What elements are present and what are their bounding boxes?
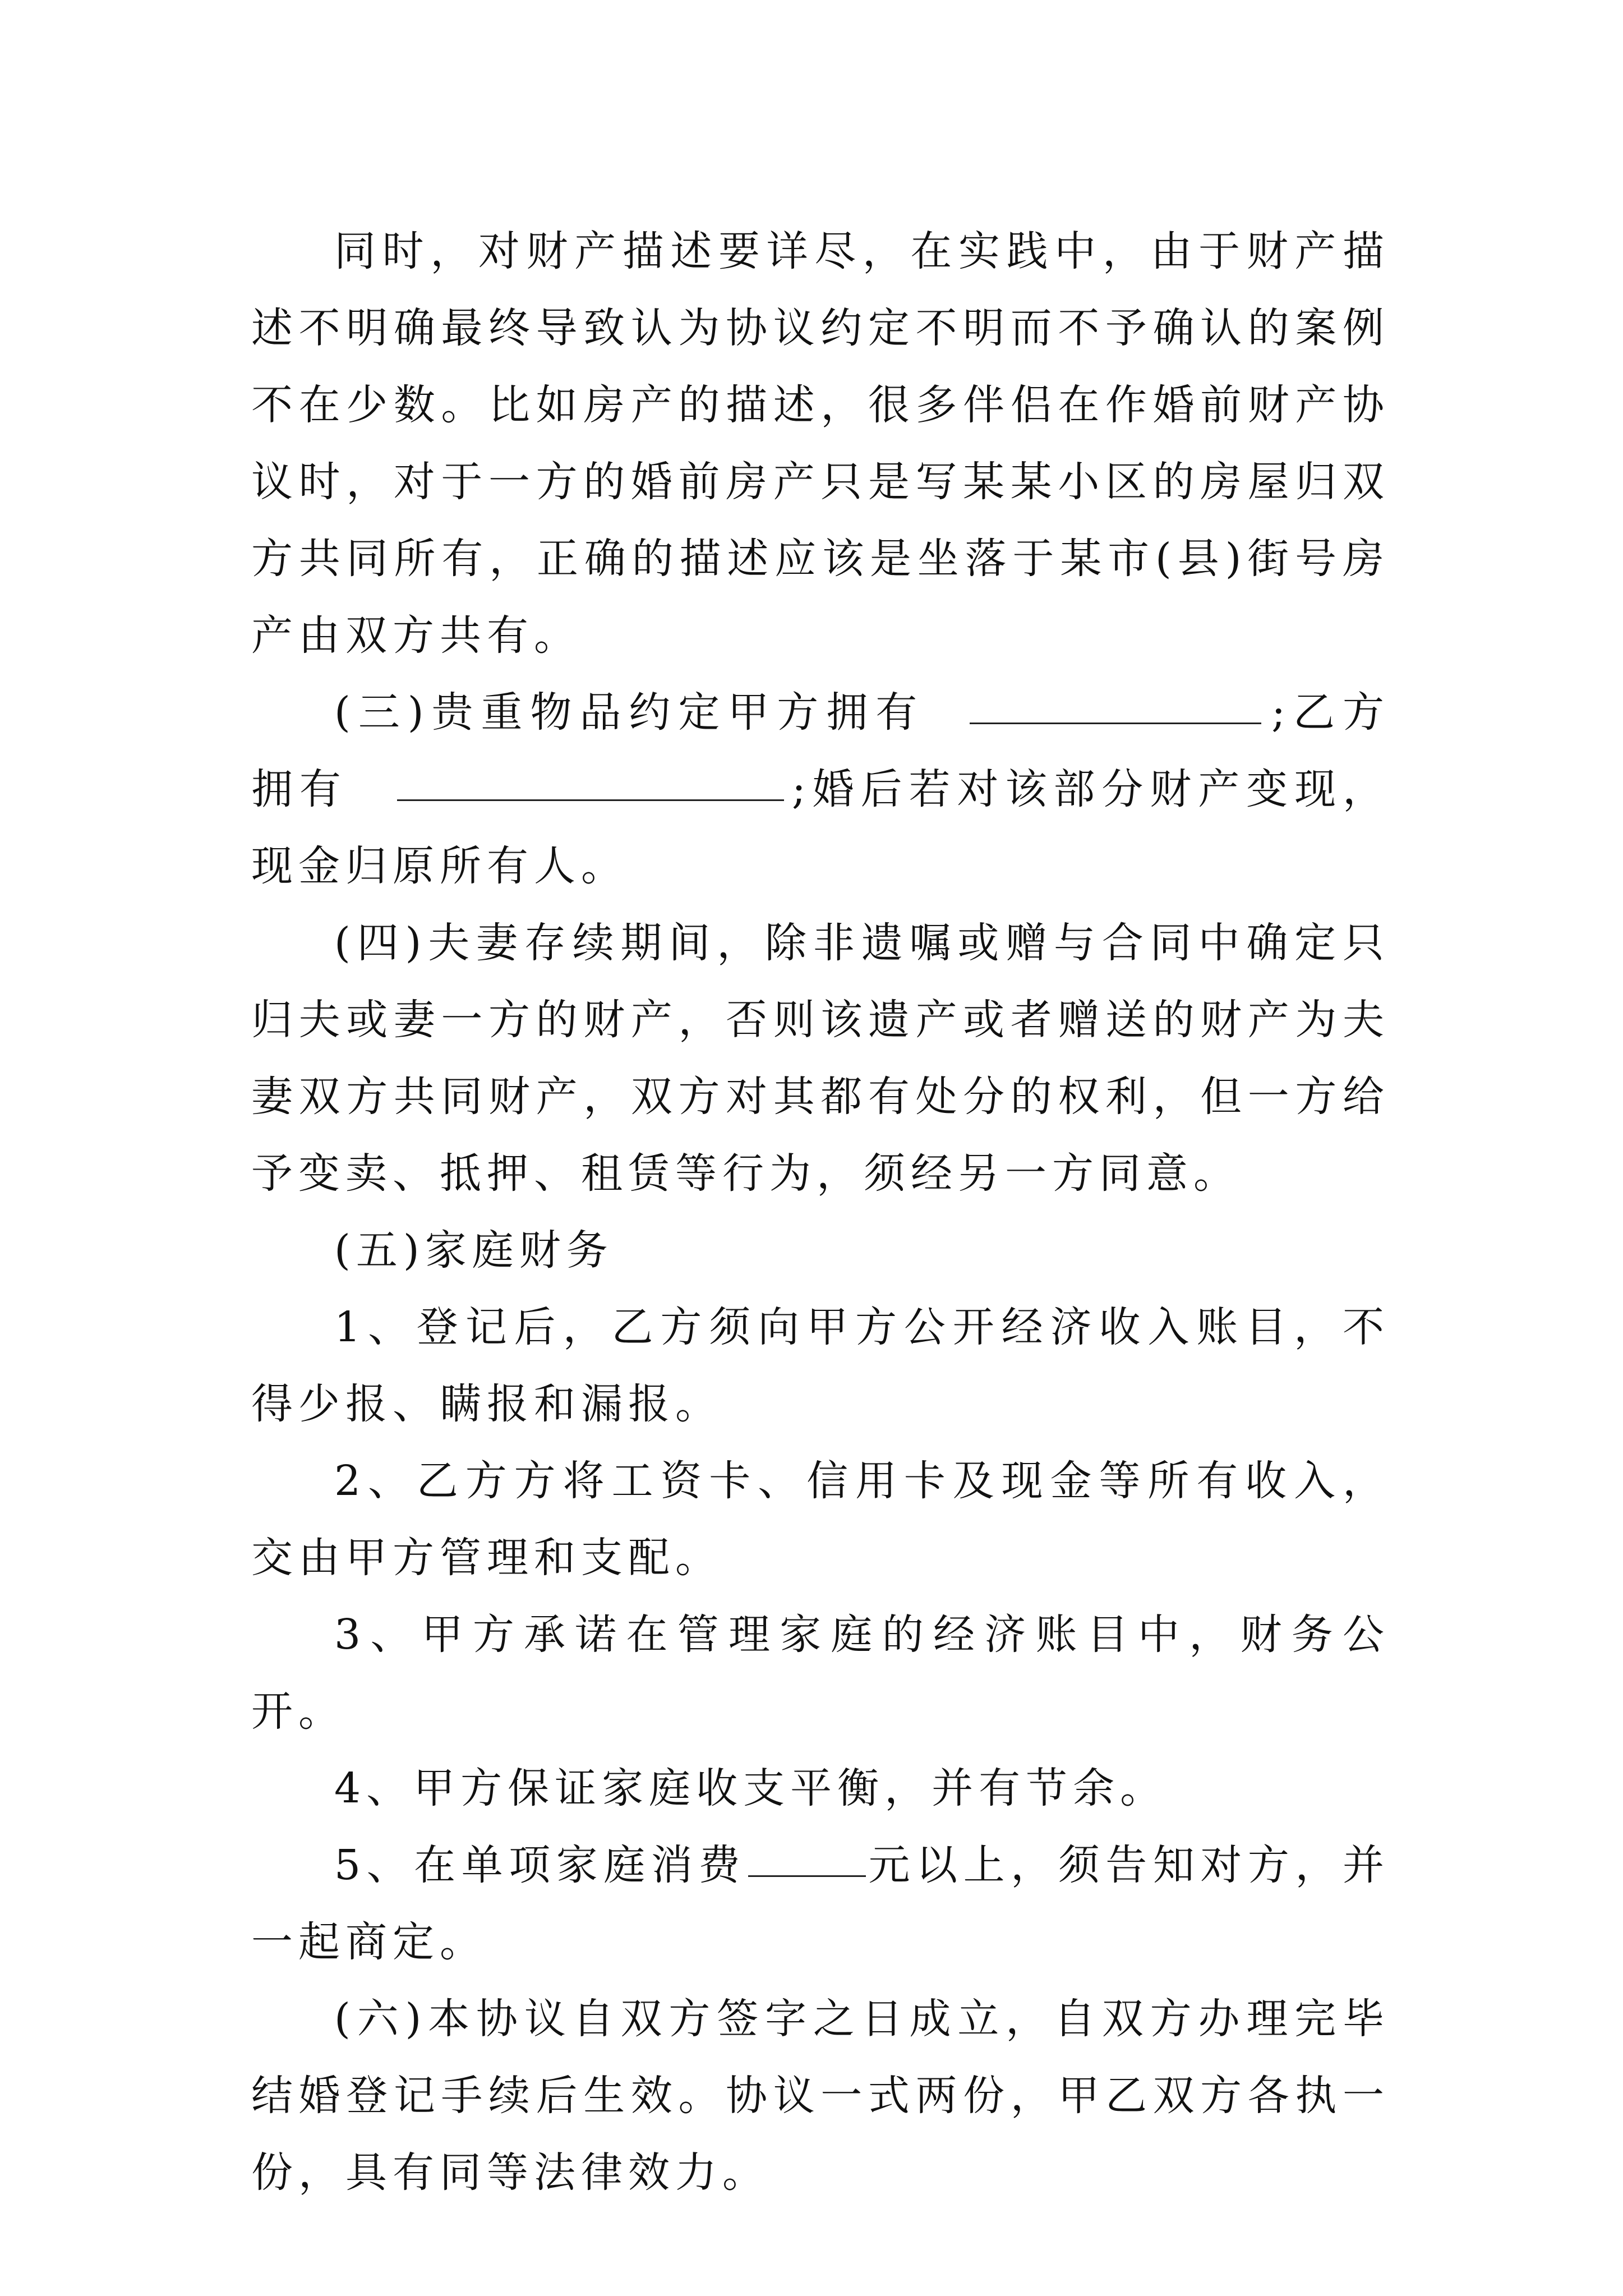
section-heading-family-finance: (五)家庭财务 bbox=[334, 1226, 614, 1274]
blank-line-party-b bbox=[397, 758, 784, 801]
list-item-5-text-b: 元以上，须告知对方，并一起商定。 bbox=[251, 1841, 1390, 1966]
blank-line-party-a bbox=[970, 681, 1261, 724]
valuables-party-b-text: ;乙方拥有 bbox=[251, 688, 1390, 813]
list-item-4: 4、甲方保证家庭收支平衡，并有节余。 bbox=[334, 1764, 1168, 1812]
list-item-3: 3、甲方承诺在管理家庭的经济账目中，财务公开。 bbox=[251, 1611, 1390, 1736]
paragraph-property-description: 同时，对财产描述要详尽，在实践中，由于财产描述不明确最终导致认为协议约定不明而不予确认的案例不在少数。比如房产的描述，很多伴侣在作婚前财产协议时，对于一方的婚前房产只是写某某小区的房屋归双方共同所有，正确的描述应该是坐落于某市(县)街号房产由双方共有。 bbox=[251, 227, 1390, 660]
list-item-5-text-a: 5、在单项家庭消费 bbox=[334, 1841, 746, 1889]
document-body bbox=[251, 213, 1390, 2211]
blank-line-amount bbox=[748, 1834, 866, 1877]
list-item-1: 1、登记后，乙方须向甲方公开经济收入账目，不得少报、瞒报和漏报。 bbox=[251, 1303, 1390, 1428]
valuables-party-a-text: (三)贵重物品约定甲方拥有 bbox=[334, 688, 925, 737]
valuables-conclusion-text: ;婚后若对该部分财产变现，现金归原所有人。 bbox=[251, 765, 1390, 890]
paragraph-valuables bbox=[251, 674, 1390, 905]
paragraph-marriage-property: (四)夫妻存续期间，除非遗嘱或赠与合同中确定只归夫或妻一方的财产，否则该遗产或者赠送的财产为夫妻双方共同财产，双方对其都有处分的权利，但一方给予变卖、抵押、租赁等行为，须经另一方同意。 bbox=[251, 919, 1390, 1198]
list-item-2: 2、乙方方将工资卡、信用卡及现金等所有收入，交由甲方管理和支配。 bbox=[251, 1457, 1390, 1582]
paragraph-effectiveness: (六)本协议自双方签字之日成立，自双方办理完毕结婚登记手续后生效。协议一式两份，甲乙双方各执一份，具有同等法律效力。 bbox=[251, 1995, 1390, 2197]
list-item-5 bbox=[251, 1827, 1390, 1981]
